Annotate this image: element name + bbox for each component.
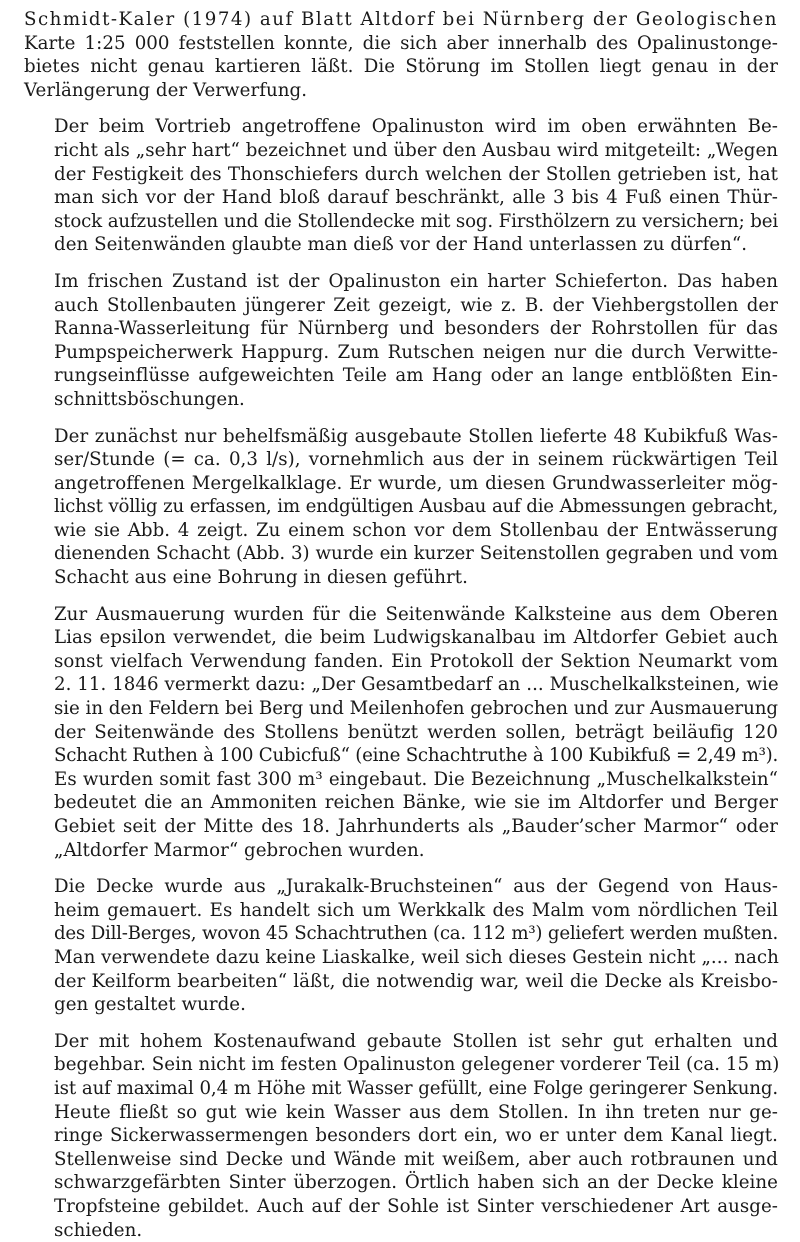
paragraph-8	[24, 1101, 778, 1242]
text-line: Der mit hohem Kostenaufwand gebaute Stollen ist sehr gut erhalten und	[24, 1030, 778, 1054]
text-line: dienenden Schacht (Abb. 3) wurde ein kurzer Seitenstollen gegraben und vom	[24, 542, 778, 566]
text-line: „Altdorfer Marmor“ gebrochen wurden.	[24, 839, 778, 863]
text-line: des Dill-Berges, wovon 45 Schachtruthen (ca. 112 m³) geliefert werden mußten.	[24, 922, 778, 946]
text-line: Stellenweise sind Decke und Wände mit weißem, aber auch rotbraunen und	[24, 1148, 778, 1172]
text-line: Schacht Ruthen à 100 Cubicfuß“ (eine Schachtruthe à 100 Kubikfuß = 2,49 m³).	[24, 744, 778, 768]
text-line: angetroffenen Mergelkalklage. Er wurde, um diesen Grundwasserleiter mög-	[24, 472, 778, 496]
paragraph-1	[24, 8, 778, 102]
text-line: man sich vor der Hand bloß darauf beschränkt, alle 3 bis 4 Fuß einen Thür-	[24, 186, 778, 210]
text-line: Karte 1:25 000 feststellen konnte, die sich aber innerhalb des Opalinustonge-	[24, 32, 778, 56]
text-line: Im frischen Zustand ist der Opalinuston ein harter Schieferton. Das haben	[24, 270, 778, 294]
text-line: Schacht aus eine Bohrung in diesen geführt.	[24, 566, 778, 590]
text-line: Tropfsteine gebildet. Auch auf der Sohle ist Sinter verschiedener Art ausge-	[24, 1195, 778, 1219]
text-line: richt als „sehr hart“ bezeichnet und über den Ausbau wird mitgeteilt: „Wegen	[24, 139, 778, 163]
text-line: auch Stollenbauten jüngerer Zeit gezeigt, wie z. B. der Viehbergstollen der	[24, 294, 778, 318]
text-line: den Seitenwänden glaubte man dieß vor der Hand unterlassen zu dürfen“.	[24, 233, 778, 257]
text-line: Lias epsilon verwendet, die beim Ludwigskanalbau im Altdorfer Gebiet auch	[24, 626, 778, 650]
text-line: bedeutet die an Ammoniten reichen Bänke, wie sie im Altdorfer und Berger	[24, 791, 778, 815]
text-line: lichst völlig zu erfassen, im endgültigen Ausbau auf die Abmessungen gebracht,	[24, 495, 778, 519]
text-line: stock aufzustellen und die Stollendecke mit sog. Firsthölzern zu versichern; bei	[24, 210, 778, 234]
paragraph-4	[24, 425, 778, 590]
text-line: heim gemauert. Es handelt sich um Werkkalk des Malm vom nördlichen Teil	[24, 899, 778, 923]
text-line: rungseinflüsse aufgeweichten Teile am Hang oder an lange entblößten Ein-	[24, 364, 778, 388]
paragraph-2	[24, 115, 778, 257]
text-line: der Keilform bearbeiten“ läßt, die notwendig war, weil die Decke als Kreisbo-	[24, 970, 778, 994]
text-line: ringe Sickerwassermengen besonders dort ein, wo er unter dem Kanal liegt.	[24, 1124, 778, 1148]
text-line: 2. 11. 1846 vermerkt dazu: „Der Gesamtbedarf an ... Muschelkalksteinen, wie	[24, 673, 778, 697]
paragraph-6	[24, 875, 778, 1017]
text-line: Es wurden somit fast 300 m³ eingebaut. Die Bezeichnung „Muschelkalkstein“	[24, 768, 778, 792]
text-line: wie sie Abb. 4 zeigt. Zu einem schon vor dem Stollenbau der Entwässerung	[24, 519, 778, 543]
text-line: Die Decke wurde aus „Jurakalk-Bruchsteinen“ aus der Gegend von Haus-	[24, 875, 778, 899]
text-line: schieden.	[24, 1219, 778, 1242]
text-line: schnittsböschungen.	[24, 388, 778, 412]
paragraph-3	[24, 270, 778, 412]
paragraph-5	[24, 603, 778, 863]
text-line: Der zunächst nur behelfsmäßig ausgebaute Stollen lieferte 48 Kubikfuß Was-	[24, 425, 778, 449]
text-line: Der beim Vortrieb angetroffene Opalinuston wird im oben erwähnten Be-	[24, 115, 778, 139]
text-line: Man verwendete dazu keine Liaskalke, weil sich dieses Gestein nicht „... nach	[24, 946, 778, 970]
text-line: Zur Ausmauerung wurden für die Seitenwände Kalksteine aus dem Oberen	[24, 603, 778, 627]
text-line: ist auf maximal 0,4 m Höhe mit Wasser gefüllt, eine Folge geringerer Senkung.	[24, 1077, 778, 1101]
text-line: ser/Stunde (= ca. 0,3 l/s), vornehmlich aus der in seinem rückwärtigen Teil	[24, 448, 778, 472]
text-line: begehbar. Sein nicht im festen Opalinuston gelegener vorderer Teil (ca. 15 m)	[24, 1053, 778, 1077]
text-line: Gebiet seit der Mitte des 18. Jahrhunderts als „Bauder’scher Marmor“ oder	[24, 815, 778, 839]
text-line: der Seitenwände des Stollens benützt werden sollen, beträgt beiläufig 120	[24, 721, 778, 745]
text-line: Verlängerung der Verwerfung.	[24, 79, 778, 103]
text-line: Schmidt-Kaler (1974) auf Blatt Altdorf bei Nürnberg der Geologischen	[24, 8, 778, 32]
text-line: bietes nicht genau kartieren läßt. Die Störung im Stollen liegt genau in der	[24, 55, 778, 79]
text-line: gen gestaltet wurde.	[24, 993, 778, 1017]
paragraph-7	[24, 1030, 778, 1101]
text-line: sie in den Feldern bei Berg und Meilenhofen gebrochen und zur Ausmauerung	[24, 697, 778, 721]
text-line: Pumpspeicherwerk Happurg. Zum Rutschen neigen nur die durch Verwitte-	[24, 341, 778, 365]
text-line: Heute fließt so gut wie kein Wasser aus dem Stollen. In ihn treten nur ge-	[24, 1101, 778, 1125]
text-line: der Festigkeit des Thonschiefers durch welchen der Stollen getrieben ist, hat	[24, 163, 778, 187]
text-line: Ranna-Wasserleitung für Nürnberg und besonders der Rohrstollen für das	[24, 317, 778, 341]
text-line: schwarzgefärbten Sinter überzogen. Örtlich haben sich an der Decke kleine	[24, 1171, 778, 1195]
text-line: sonst vielfach Verwendung fanden. Ein Protokoll der Sektion Neumarkt vom	[24, 650, 778, 674]
